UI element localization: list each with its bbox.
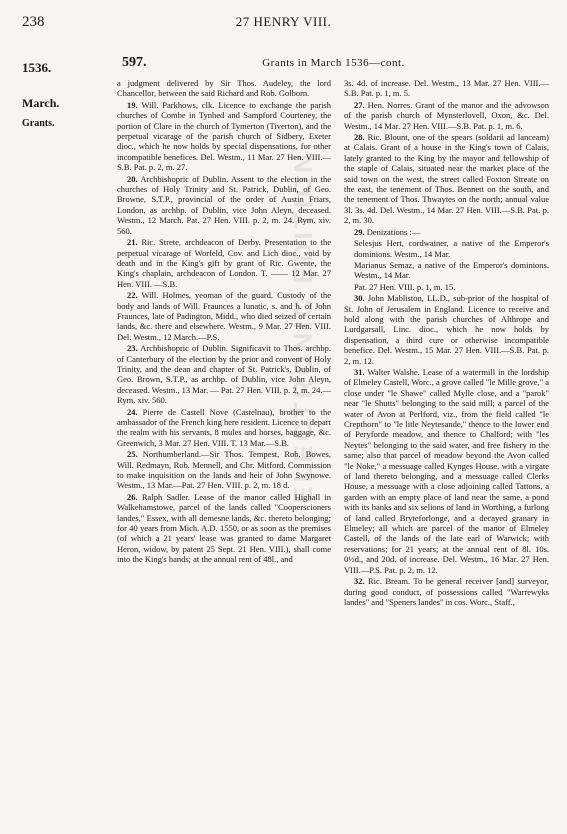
margin-month: March. [22,96,60,110]
grant-text: Selesjus Hert, cordwainer, a native of the Emperor's dominions. Westm., 14 Mar. [354,238,549,259]
grant-text: Ric. Bream. To be general receiver [and] surveyor, during good conduct, of possessions called "Warrewyks landes" and "Speners landes" in cos. Worc., Staff., [344,576,549,607]
grant-text: Pat. 27 Hen. VIII. p. 1, m. 15. [354,281,456,292]
grant-paragraph [117,237,331,289]
grant-text: Pierre de Castell Nove (Castelnau), brother to the ambassador of the French king here resident. Licence to depart the realm with his servants, 8 mules and horses, baggage, &c. Greenwich, 3 Mar. 27 Hen. VIII. T. 13 Mar.—S.B. [117,406,332,448]
grant-paragraph [117,290,331,342]
grant-number: 28. [354,132,365,143]
grant-paragraph [117,492,331,565]
grant-paragraph [344,100,549,131]
grant-number: 27. [354,99,365,110]
grant-number: 29. [354,226,365,237]
grant-number: 26. [127,491,138,502]
grant-text: Ric. Strete, archdeacon of Derby. Presentation to the perpetual vicarage of Worfeld, Cov. and Lich dioc., void by death and in the King's gift by grant of Ric. Gwente, the King's chaplain, archdeacon of London. T. —— 12 Mar. 27 Hen. VIII. —S.B. [117,237,332,289]
margin-section: Grants. [22,118,55,129]
grant-paragraph [117,100,331,173]
grant-paragraph [344,282,549,292]
page-header [22,14,545,34]
watermark: ELECTRONIC EDITION [288,150,318,504]
grant-number: 32. [354,576,365,587]
grant-text: Will. Parkhows, clk. Licence to exchange the parish churches of Combe in Tynhed and Sampford Courteney, the portion of Clare in the church of Tymerton (Tiverton), and the perpetual vicarage of the parish church of Sidbery, Exeter dioc., which he now holds by special dispensations, for other incompatible benefices. Del. Westm., 11 Mar. 27 Hen. VIII.—S.B. Pat. p. 2, m. 27. [117,99,331,173]
grant-number: 20. [127,173,138,184]
grant-number: 30. [354,293,365,304]
grant-paragraph [344,132,549,226]
grant-text: a judgment delivered by Sir Thos. Audeley, the lord Chancellor, between the said Richard and Rob. Golborn. [117,78,331,99]
grant-paragraph [344,576,549,607]
grant-paragraph [117,343,331,405]
page-number: 238 [22,14,45,30]
grant-paragraph [344,227,549,237]
grant-text: 3s. 4d. of increase. Del. Westm., 13 Mar. 27 Hen. VIII.—S.B. Pat. p. 1, m. 5. [344,78,549,99]
grant-paragraph [344,238,549,259]
grant-paragraph [117,449,331,491]
grant-paragraph [344,78,549,99]
grant-text: Walter Walshe. Lease of a watermill in the lordship of Elmeley Castell, Worc., a grove called "le Mille grove," a close under "le Shawe" called Mylle close, and a "parok" near "le Shutts" belonging to the said mill; a parcel of the water of Avon at Perlford, viz., from the field called "le Crepthorn" to "le litle Neytesande," thence to the lower end of Peryforde meadow, and thence to Chalford; with "les Neytes" belonging to the said water, and free fishery in the same; also that parcel of meadow beyond the Avon called "le Noke," a messuage called Kynges House, with a virgate of land thereto belonging, and a messuage called Clerks House, a messuage with a close adjoining called Tattons, a garden with an empty place of land near the same, a pond with its banks and six selions of land in Worthing, a furlong of land called Bryteforlonge, and a decayed granary in Elmeley; all which are parcel of the manor of Elmeley Castell, of the lands of the late earl of Warwick; with reservations; for 21 years; at the annual rent of 8l. 10s. 0½d., and 20d. of increase. Del. Westm., 16 Mar. 27 Hen. VIII.—P.S. Pat. p. 2, m. 12. [344,366,549,575]
grant-number: 24. [127,406,138,417]
grant-number: 22. [127,290,138,301]
grant-number: 21. [127,237,138,248]
grant-text: Ralph Sadler. Lease of the manor called Highall in Walkehamstowe, parcel of the lands called "Cooperscioners landes," Essex, with all demesne lands, &c. thereto belonging; for 40 years from Mich. A.D. 1550, or as soon as the premises (of which a 21 years' lease was granted to dame Margaret Heron, widow, by patent 25 Sept. 21 Hen. VIII.), shall come into the King's hands; at the annual rent of 48l., and [117,491,332,565]
grant-text: Will. Holmes, yeoman of the guard. Custody of the body and lands of Will. Fraunces a lunatic, s. and h. of John Fraunces, late of Padington, Midd., who died seized of certain lands, &c. there and elsewhere. Westm., 9 Mar. 27 Hen. VIII. Del. Westm., 12 March.—P.S. [117,290,331,342]
grant-paragraph [344,293,549,366]
grant-number: 19. [127,99,138,110]
grant-text: Ric. Blount, one of the spears (soldarii ad lanceam) at Calais. Grant of a house in the King's town of Calais, lately granted to the King by the mayor and fellowship of the staple of Calais, situated near the market place of the said town on the west, the street called Foxton Streate on the east, the tenement of Thos. Bennett on the south, and the tenement of Thos. Thwaytes on the north; annual value 3l. 3s. 4d. Del. Westm., 14 Mar. 27 Hen. VIII.—S.B. Pat. p. 2, m. 30. [344,132,549,226]
grant-text: Denizations :— [366,226,421,237]
left-column [117,78,331,566]
grant-paragraph [117,78,331,99]
grant-number: 23. [127,343,138,354]
grant-paragraph [344,367,549,575]
entry-number: 597. [122,55,147,70]
grant-paragraph [117,174,331,236]
right-column [344,78,549,608]
grant-text: Marianus Semaz, a native of the Emperor's dominions. Westm., 14 Mar. [354,259,549,281]
entry-title: Grants in March 1536—cont. [262,57,405,69]
running-head: 27 HENRY VIII. [235,14,332,29]
grant-text: Hen. Norres. Grant of the manor and the advowson of the parish church of Mynsterlovell, Oxon, &c. Del. Westm., 14 Mar. 27 Hen. VIII.—S.B. Pat. p. 1, m. 6. [344,99,550,131]
entry-heading [122,55,545,73]
margin-year: 1536. [22,60,52,75]
grant-text: John Mabliston, LL.D., sub-prior of the hospital of St. John of Jerusalem in England. Licence to receive and hold along with the parish churches of Althrope and Lurdgarsall, Linc. dioc., which he now holds by dispensation, a third cure or otherwise incompatible benefice. Del. Westm., 15 Mar. 27 Hen. VIII.—S.B. Pat. p. 2, m. 12. [344,293,549,366]
grant-text: Northumberland.—Sir Thos. Tempest, Rob. Bowes, Will. Redmayn, Rob. Mennell, and Chr. Mitford. Commission to make inquisition on the lands and heir of John Swynowe. Westm., 13 Mar.—Pat. 27 Hen. VIII. p. 2, m. 18 d. [117,449,331,491]
grant-paragraph [344,260,549,281]
grant-paragraph [117,407,331,449]
grant-text: Archbishopric of Dublin. Significavit to Thos. archbp. of Canterbury of the election by the prior and convent of Holy Trinity, and the dean and chapter of St. Patrick's, Dublin, of Geo. Brown, S.T.P., as archbp. of Dublin, vice John Aleyn, deceased. Westm., 13 Mar. — Pat. 27 Hen. VIII. p. 2, m. 24.— Rym. xiv. 560. [117,343,331,406]
grant-text: Archbishopric of Dublin. Assent to the election in the churches of Holy Trinity and St. Patrick, Dublin, of Geo. Browne, S.T.P., provincial of the order of Austin Friars, London, as archbp. of Dublin, vice John Aleyn, deceased. Westm., 12 March. Pat. 27 Hen. VIII. p. 2, m. 24. Rym. xiv. 560. [117,173,331,236]
grant-number: 31. [354,366,365,377]
grant-number: 25. [127,449,138,460]
